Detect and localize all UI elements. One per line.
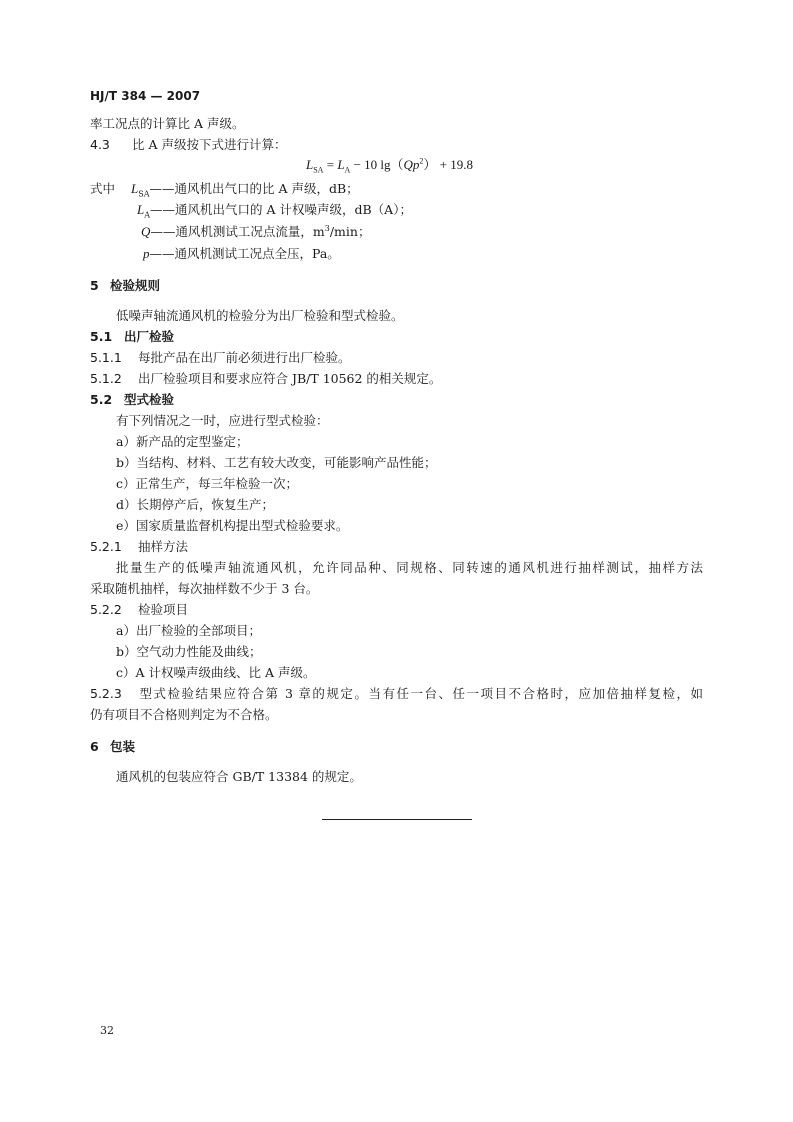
- clause-text: 出厂检验项目和要求应符合 JB/T 10562 的相关规定。: [138, 371, 442, 386]
- clause-number: 5.2.2: [90, 602, 122, 617]
- end-rule: [322, 819, 472, 820]
- clause-title: 抽样方法: [138, 539, 189, 554]
- paragraph-line: 仍有项目不合格则判定为不合格。: [90, 707, 278, 722]
- where-label: 式中: [90, 181, 116, 196]
- list-item: b）空气动力性能及曲线；: [116, 644, 262, 659]
- clause-number: 5.1.2: [90, 371, 122, 386]
- list-item: a）新产品的定型鉴定；: [116, 434, 249, 449]
- def-symbol: L: [131, 181, 139, 196]
- formula-sup: 2: [419, 156, 424, 166]
- clause-text: 比 A 声级按下式进行计算：: [132, 137, 287, 152]
- section-title: 出厂检验: [124, 329, 175, 344]
- def-symbol: p: [143, 246, 150, 261]
- def-symbol-sub: A: [144, 210, 151, 220]
- clause-5-2-2-heading: [90, 602, 188, 618]
- def-symbol: L: [137, 202, 145, 217]
- definition-lsa: [131, 181, 359, 197]
- section-5-heading: [90, 278, 160, 294]
- clause-text: 每批产品在出厂前必须进行出厂检验。: [138, 350, 351, 365]
- clause-4-3: [90, 137, 286, 153]
- clause-number: 5.1.1: [90, 350, 122, 365]
- formula-eq: =: [323, 157, 338, 172]
- def-symbol: Q: [141, 224, 151, 239]
- list-item: a）出厂检验的全部项目；: [116, 623, 261, 638]
- def-sup: 3: [324, 223, 330, 233]
- clause-number: 4.3: [90, 137, 110, 152]
- section-title: 型式检验: [124, 392, 175, 407]
- clause-5-1-2: [90, 371, 441, 387]
- formula-rest1: − 10 lg（: [350, 157, 404, 172]
- clause-title: 检验项目: [138, 602, 189, 617]
- text-line-continuation: 率工况点的计算比 A 声级。: [90, 116, 245, 131]
- section-number: 5: [90, 278, 99, 293]
- formula-lhs-sub: SA: [313, 165, 324, 175]
- list-item: b）当结构、材料、工艺有较大改变，可能影响产品性能；: [116, 455, 437, 470]
- section-title: 检验规则: [110, 278, 161, 293]
- clause-5-2-3: [90, 686, 703, 702]
- list-item: c）A 计权噪声级曲线、比 A 声级。: [116, 665, 316, 680]
- section-title: 包装: [110, 739, 136, 754]
- formula-la-sub: A: [344, 165, 351, 175]
- clause-text: 型式检验结果应符合第 3 章的规定。当有任一台、任一项目不合格时，应加倍抽样复检，如: [138, 686, 703, 701]
- list-item: d）长期停产后，恢复生产；: [116, 497, 275, 512]
- section-number: 5.2: [90, 392, 113, 407]
- formula-lhs: L: [306, 157, 314, 172]
- section-number: 6: [90, 739, 99, 754]
- definition-q: [141, 224, 370, 240]
- section-5-2-heading: [90, 392, 174, 408]
- section-5-text: 低噪声轴流通风机的检验分为出厂检验和型式检验。: [116, 308, 404, 323]
- paragraph-line: 批量生产的低噪声轴流通风机，允许同品种、同规格、同转速的通风机进行抽样测试，抽样方法: [116, 560, 703, 575]
- definition-p: [143, 246, 340, 262]
- formula-rest2: ） + 19.8: [423, 157, 474, 172]
- def-text: ——通风机出气口的 A 计权噪声级，dB（A）；: [150, 202, 412, 217]
- def-text: ——通风机出气口的比 A 声级，dB；: [149, 181, 359, 196]
- formula-qp: Qp: [403, 157, 420, 172]
- formula-specific-a-sound-level: [306, 157, 473, 173]
- section-6-heading: [90, 739, 135, 755]
- def-text: ——通风机测试工况点全压，Pa。: [149, 246, 340, 261]
- clause-number: 5.2.1: [90, 539, 122, 554]
- formula-la: L: [337, 157, 345, 172]
- section-6-text: 通风机的包装应符合 GB/T 13384 的规定。: [116, 769, 362, 784]
- standard-code-header: HJ/T 384 — 2007: [90, 89, 201, 103]
- section-number: 5.1: [90, 329, 113, 344]
- def-text: ——通风机测试工况点流量，m: [150, 224, 325, 239]
- clause-5-1-1: [90, 350, 351, 366]
- list-item: c）正常生产，每三年检验一次；: [116, 476, 299, 491]
- clause-number: 5.2.3: [90, 686, 122, 701]
- list-item: e）国家质量监督机构提出型式检验要求。: [116, 518, 349, 533]
- section-5-1-heading: [90, 329, 174, 345]
- page-number: 32: [100, 1024, 114, 1037]
- def-symbol-sub: SA: [138, 189, 150, 199]
- def-text-tail: /min；: [329, 224, 371, 239]
- definition-la: [137, 202, 412, 218]
- clause-5-2-1-heading: [90, 539, 188, 555]
- section-5-2-intro: 有下列情况之一时，应进行型式检验：: [116, 413, 329, 428]
- paragraph-line: 采取随机抽样，每次抽样数不少于 3 台。: [90, 581, 319, 596]
